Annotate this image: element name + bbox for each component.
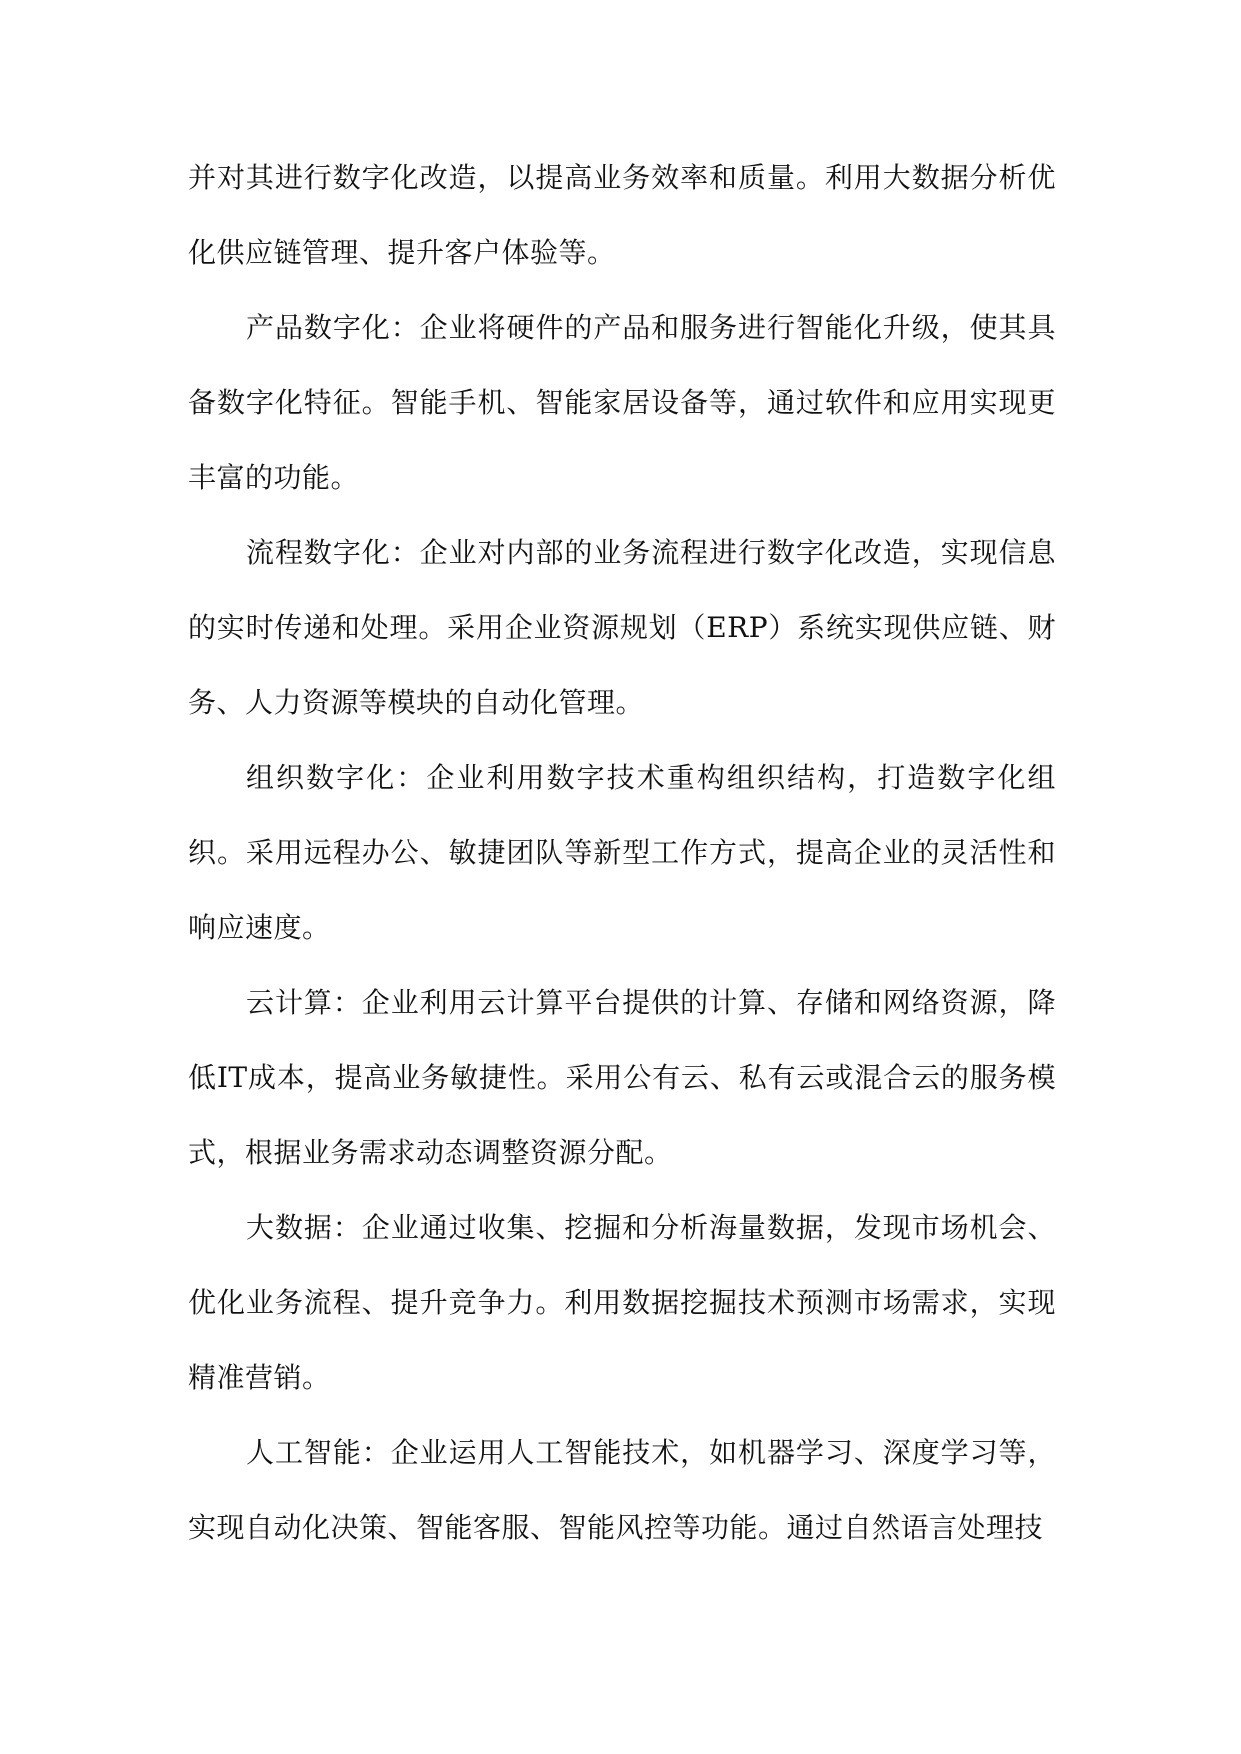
paragraph-cloud-computing bbox=[188, 965, 1056, 1190]
paragraph-continuation bbox=[188, 140, 1056, 290]
paragraph-term: 流程数字化： bbox=[246, 536, 420, 569]
paragraph-text: 企业对内部的业务流程进行数字化改造，实现信息的实时传递和处理。采用企业资源规划（ERP）系统实现供应链、财务、人力资源等模块的自动化管理。 bbox=[188, 536, 1056, 719]
paragraph-term: 人工智能： bbox=[246, 1436, 391, 1469]
paragraph-process-digitalization bbox=[188, 515, 1056, 740]
paragraph-term: 大数据： bbox=[246, 1211, 362, 1244]
paragraph-text: 并对其进行数字化改造，以提高业务效率和质量。利用大数据分析优化供应链管理、提升客户体验等。 bbox=[188, 161, 1056, 269]
paragraph-big-data bbox=[188, 1190, 1056, 1415]
paragraph-product-digitalization bbox=[188, 290, 1056, 515]
paragraph-term: 组织数字化： bbox=[246, 761, 427, 794]
paragraph-term: 云计算： bbox=[246, 986, 362, 1019]
document-body bbox=[188, 140, 1056, 1565]
paragraph-term: 产品数字化： bbox=[246, 311, 420, 344]
paragraph-text: 企业通过收集、挖掘和分析海量数据，发现市场机会、优化业务流程、提升竞争力。利用数据挖掘技术预测市场需求，实现精准营销。 bbox=[188, 1211, 1056, 1394]
paragraph-organization-digitalization bbox=[188, 740, 1056, 965]
paragraph-text: 企业利用数字技术重构组织结构，打造数字化组织。采用远程办公、敏捷团队等新型工作方式，提高企业的灵活性和响应速度。 bbox=[188, 761, 1056, 944]
paragraph-artificial-intelligence bbox=[188, 1415, 1056, 1565]
paragraph-text: 企业利用云计算平台提供的计算、存储和网络资源，降低IT成本，提高业务敏捷性。采用公有云、私有云或混合云的服务模式，根据业务需求动态调整资源分配。 bbox=[188, 986, 1056, 1169]
paragraph-text: 企业将硬件的产品和服务进行智能化升级，使其具备数字化特征。智能手机、智能家居设备等，通过软件和应用实现更丰富的功能。 bbox=[188, 311, 1056, 494]
paragraph-text: 企业运用人工智能技术，如机器学习、深度学习等，实现自动化决策、智能客服、智能风控等功能。通过自然语言处理技 bbox=[188, 1436, 1056, 1544]
